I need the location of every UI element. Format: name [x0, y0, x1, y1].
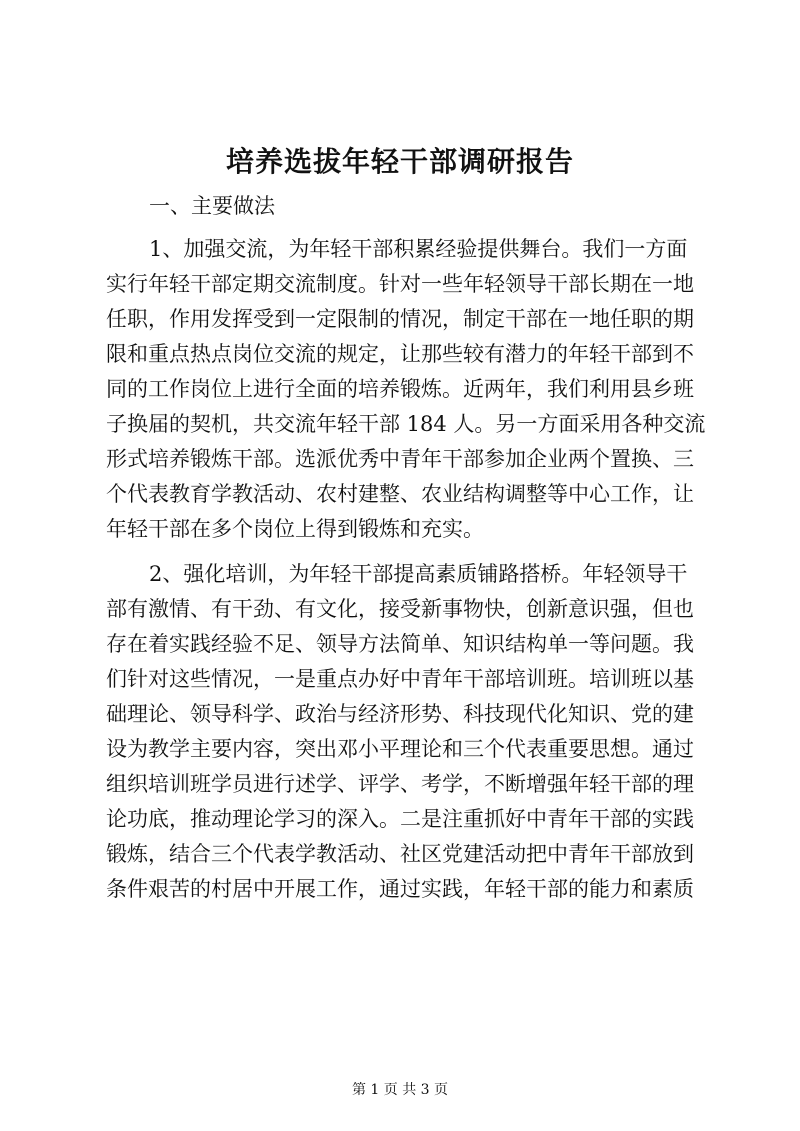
text-line-15: 设为教学主要内容，突出邓小平理论和三个代表重要思想。通过	[106, 737, 694, 761]
text-line-19: 条件艰苦的村居中开展工作，通过实践，年轻干部的能力和素质	[106, 877, 694, 901]
text-line-4: 限和重点热点岗位交流的规定，让那些较有潜力的年轻干部到不	[106, 342, 694, 366]
text-line-7: 形式培养锻炼干部。选派优秀中青年干部参加企业两个置换、三	[106, 447, 694, 471]
text-line-3: 任职，作用发挥受到一定限制的情况，制定干部在一地任职的期	[106, 307, 694, 331]
text-line-13: 们针对这些情况，一是重点办好中青年干部培训班。培训班以基	[106, 667, 694, 691]
text-line-6: 子换届的契机，共交流年轻干部 184 人。另一方面采用各种交流	[106, 412, 706, 436]
text-line-17: 论功底，推动理论学习的深入。二是注重抓好中青年干部的实践	[106, 807, 694, 831]
section-heading: 一、主要做法	[149, 194, 275, 218]
text-line-18: 锻炼，结合三个代表学教活动、社区党建活动把中青年干部放到	[106, 842, 694, 866]
text-line-2: 实行年轻干部定期交流制度。针对一些年轻领导干部长期在一地	[106, 272, 694, 296]
text-line-10: 2、强化培训，为年轻干部提高素质铺路搭桥。年轻领导干	[149, 562, 688, 586]
page-footer: 第 1 页 共 3 页	[351, 1082, 449, 1098]
text-line-16: 组织培训班学员进行述学、评学、考学，不断增强年轻干部的理	[106, 772, 694, 796]
text-line-9: 年轻干部在多个岗位上得到锻炼和充实。	[106, 517, 484, 541]
text-line-14: 础理论、领导科学、政治与经济形势、科技现代化知识、党的建	[106, 702, 694, 726]
page-title: 培养选拔年轻干部调研报告	[225, 145, 574, 178]
text-line-5: 同的工作岗位上进行全面的培养锻炼。近两年，我们利用县乡班	[106, 377, 694, 401]
text-line-1: 1、加强交流，为年轻干部积累经验提供舞台。我们一方面	[149, 237, 688, 261]
text-line-12: 存在着实践经验不足、领导方法简单、知识结构单一等问题。我	[106, 632, 694, 656]
text-line-8: 个代表教育学教活动、农村建整、农业结构调整等中心工作，让	[106, 482, 694, 506]
text-line-11: 部有激情、有干劲、有文化，接受新事物快，创新意识强，但也	[106, 597, 694, 621]
